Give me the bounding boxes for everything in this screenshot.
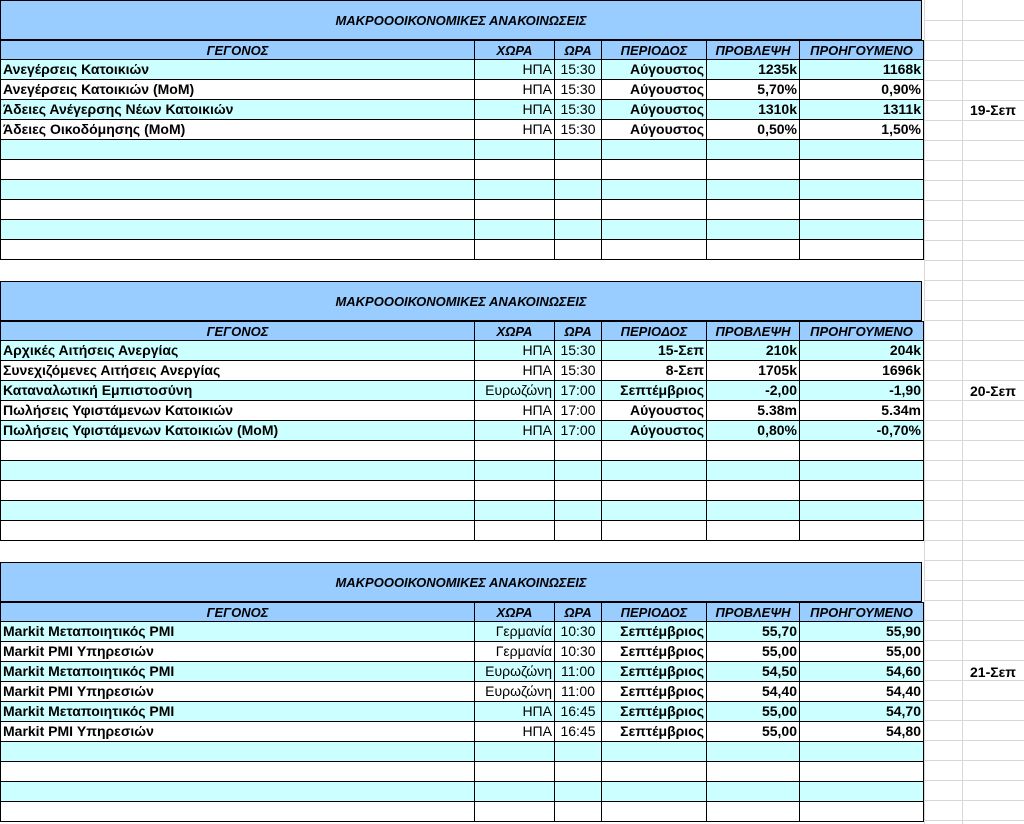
table-cell[interactable] — [0, 521, 475, 541]
table-cell[interactable] — [475, 521, 555, 541]
table-cell[interactable] — [555, 441, 602, 461]
table-cell[interactable] — [707, 521, 800, 541]
table-cell[interactable]: Άδειες Οικοδόμησης (MoM) — [0, 120, 475, 140]
table-cell[interactable] — [0, 461, 475, 481]
gridline — [924, 420, 1024, 421]
block-title: ΜΑΚΡΟΟΟΙΚΟΝΟΜΙΚΕΣ ΑΝΑΚΟΙΝΩΣΕΙΣ — [0, 0, 922, 40]
table-cell[interactable]: 55,70 — [707, 622, 800, 642]
table-cell[interactable]: 17:00 — [555, 381, 602, 401]
table-row — [0, 160, 924, 180]
table-row — [0, 521, 924, 541]
table-cell[interactable]: 54,40 — [707, 682, 800, 702]
table-cell[interactable] — [707, 802, 800, 822]
table-row — [0, 802, 924, 822]
table-row — [0, 642, 924, 662]
table-cell[interactable]: Σεπτέμβριος — [602, 702, 707, 722]
table-row — [0, 762, 924, 782]
table-cell[interactable]: 1311k — [800, 100, 924, 120]
table-cell[interactable]: Γερμανία — [475, 622, 555, 642]
table-row — [0, 782, 924, 802]
table-cell[interactable] — [602, 180, 707, 200]
table-cell[interactable] — [800, 782, 924, 802]
gridline — [924, 560, 1024, 561]
table-row — [0, 401, 924, 421]
column-header[interactable]: ΠΡΟΗΓΟΥΜΕΝΟ — [800, 602, 924, 622]
table-cell[interactable] — [602, 802, 707, 822]
table-row — [0, 501, 924, 521]
column-header[interactable]: ΓΕΓΟΝΟΣ — [0, 602, 475, 622]
table-cell[interactable]: 54,50 — [707, 662, 800, 682]
table-cell[interactable] — [475, 762, 555, 782]
gridline — [924, 80, 1024, 81]
table-cell[interactable]: -0,70% — [800, 421, 924, 441]
table-cell[interactable] — [475, 160, 555, 180]
block-title: ΜΑΚΡΟΟΟΙΚΟΝΟΜΙΚΕΣ ΑΝΑΚΟΙΝΩΣΕΙΣ — [0, 562, 922, 602]
table-cell[interactable] — [0, 220, 475, 240]
table-cell[interactable] — [555, 762, 602, 782]
gridline — [924, 780, 1024, 781]
table-cell[interactable] — [602, 200, 707, 220]
column-header-row — [0, 602, 924, 622]
gridline — [924, 480, 1024, 481]
table-cell[interactable] — [707, 240, 800, 260]
gridline — [924, 260, 1024, 261]
table-cell[interactable]: ΗΠΑ — [475, 60, 555, 80]
column-header[interactable]: ΠΡΟΗΓΟΥΜΕΝΟ — [800, 321, 924, 341]
column-header[interactable]: ΠΕΡΙΟΔΟΣ — [602, 602, 707, 622]
table-cell[interactable] — [0, 762, 475, 782]
table-cell[interactable] — [602, 240, 707, 260]
gridline — [924, 320, 1024, 321]
table-cell[interactable]: 54,70 — [800, 702, 924, 722]
table-row — [0, 662, 924, 682]
table-row — [0, 421, 924, 441]
table-cell[interactable] — [0, 481, 475, 501]
table-row — [0, 682, 924, 702]
table-cell[interactable]: 8-Σεπ — [602, 361, 707, 381]
gridline — [924, 540, 1024, 541]
table-cell[interactable] — [707, 782, 800, 802]
gridline — [924, 740, 1024, 741]
table-row — [0, 381, 924, 401]
table-row — [0, 180, 924, 200]
gridline — [924, 200, 1024, 201]
table-cell[interactable] — [800, 140, 924, 160]
table-cell[interactable]: 11:00 — [555, 662, 602, 682]
gridline — [924, 820, 1024, 821]
table-cell[interactable]: 5.34m — [800, 401, 924, 421]
table-cell[interactable] — [707, 180, 800, 200]
gridline — [924, 620, 1024, 621]
table-cell[interactable]: Markit PMI Υπηρεσιών — [0, 642, 475, 662]
table-cell[interactable] — [707, 501, 800, 521]
table-cell[interactable]: Σεπτέμβριος — [602, 722, 707, 742]
table-cell[interactable] — [800, 220, 924, 240]
table-cell[interactable] — [707, 461, 800, 481]
table-cell[interactable] — [602, 782, 707, 802]
table-cell[interactable] — [800, 180, 924, 200]
date-label[interactable]: 20-Σεπ — [970, 383, 1016, 399]
table-cell[interactable]: 1168k — [800, 60, 924, 80]
table-cell[interactable] — [707, 220, 800, 240]
table-cell[interactable]: Ευρωζώνη — [475, 662, 555, 682]
table-cell[interactable]: 15:30 — [555, 120, 602, 140]
table-row — [0, 100, 924, 120]
table-row — [0, 441, 924, 461]
table-cell[interactable] — [555, 461, 602, 481]
gridline — [924, 760, 1024, 761]
table-cell[interactable]: 17:00 — [555, 401, 602, 421]
table-cell[interactable] — [800, 481, 924, 501]
gridline — [924, 160, 1024, 161]
column-header[interactable]: ΠΕΡΙΟΔΟΣ — [602, 321, 707, 341]
table-row — [0, 200, 924, 220]
table-cell[interactable] — [0, 140, 475, 160]
date-label[interactable]: 19-Σεπ — [970, 102, 1016, 118]
table-cell[interactable] — [475, 180, 555, 200]
date-label[interactable]: 21-Σεπ — [970, 664, 1016, 680]
table-cell[interactable] — [602, 441, 707, 461]
table-cell[interactable] — [555, 501, 602, 521]
table-cell[interactable]: Σεπτέμβριος — [602, 381, 707, 401]
table-cell[interactable]: Πωλήσεις Υφιστάμενων Κατοικιών (MoM) — [0, 421, 475, 441]
table-cell[interactable]: 15:30 — [555, 100, 602, 120]
table-cell[interactable]: 15:30 — [555, 60, 602, 80]
table-cell[interactable]: 16:45 — [555, 722, 602, 742]
gridline — [924, 40, 1024, 41]
gridline — [924, 800, 1024, 801]
table-cell[interactable] — [602, 742, 707, 762]
gridline — [924, 600, 1024, 601]
gridline — [924, 300, 1024, 301]
table-cell[interactable] — [800, 802, 924, 822]
table-cell[interactable] — [555, 140, 602, 160]
table-cell[interactable]: Καταναλωτική Εμπιστοσύνη — [0, 381, 475, 401]
table-cell[interactable] — [707, 762, 800, 782]
table-row — [0, 240, 924, 260]
gridline — [924, 340, 1024, 341]
table-cell[interactable] — [707, 441, 800, 461]
table-cell[interactable] — [475, 200, 555, 220]
table-cell[interactable] — [800, 762, 924, 782]
table-cell[interactable] — [0, 180, 475, 200]
table-cell[interactable] — [475, 140, 555, 160]
table-cell[interactable] — [475, 481, 555, 501]
table-cell[interactable]: 1235k — [707, 60, 800, 80]
table-cell[interactable]: Markit Μεταποιητικός PMI — [0, 662, 475, 682]
table-cell[interactable] — [0, 200, 475, 220]
table-row — [0, 140, 924, 160]
table-cell[interactable]: Άδειες Ανέγερσης Νέων Κατοικιών — [0, 100, 475, 120]
table-cell[interactable] — [475, 501, 555, 521]
table-cell[interactable] — [800, 200, 924, 220]
table-cell[interactable]: Σεπτέμβριος — [602, 642, 707, 662]
table-cell[interactable]: Markit PMI Υπηρεσιών — [0, 722, 475, 742]
table-cell[interactable]: Ανεγέρσεις Κατοικιών (MoM) — [0, 80, 475, 100]
table-cell[interactable]: 5,70% — [707, 80, 800, 100]
column-header[interactable]: ΩΡΑ — [555, 321, 602, 341]
table-row — [0, 120, 924, 140]
column-header[interactable]: ΠΡΟΗΓΟΥΜΕΝΟ — [800, 40, 924, 60]
table-cell[interactable]: 0,50% — [707, 120, 800, 140]
column-header[interactable]: ΓΕΓΟΝΟΣ — [0, 40, 475, 60]
table-cell[interactable] — [555, 240, 602, 260]
table-cell[interactable]: 55,90 — [800, 622, 924, 642]
table-cell[interactable] — [555, 160, 602, 180]
table-cell[interactable]: Ευρωζώνη — [475, 381, 555, 401]
table-cell[interactable]: ΗΠΑ — [475, 80, 555, 100]
table-cell[interactable]: 10:30 — [555, 642, 602, 662]
table-cell[interactable] — [800, 521, 924, 541]
table-cell[interactable] — [0, 802, 475, 822]
table-cell[interactable] — [555, 521, 602, 541]
column-header[interactable]: ΩΡΑ — [555, 602, 602, 622]
table-cell[interactable] — [475, 782, 555, 802]
table-row — [0, 702, 924, 722]
table-cell[interactable]: 15:30 — [555, 341, 602, 361]
table-cell[interactable] — [602, 140, 707, 160]
gridline — [924, 720, 1024, 721]
table-cell[interactable] — [800, 742, 924, 762]
table-cell[interactable]: -2,00 — [707, 381, 800, 401]
gridline — [924, 700, 1024, 701]
table-cell[interactable]: 55,00 — [707, 702, 800, 722]
table-cell[interactable]: Ανεγέρσεις Κατοικιών — [0, 60, 475, 80]
table-cell[interactable]: 1,50% — [800, 120, 924, 140]
table-cell[interactable]: Αύγουστος — [602, 60, 707, 80]
table-cell[interactable] — [800, 441, 924, 461]
table-cell[interactable]: 54,80 — [800, 722, 924, 742]
table-cell[interactable] — [602, 481, 707, 501]
table-cell[interactable]: 54,60 — [800, 662, 924, 682]
column-header[interactable]: ΠΡΟΒΛΕΨΗ — [707, 602, 800, 622]
table-cell[interactable]: Ευρωζώνη — [475, 682, 555, 702]
table-cell[interactable] — [707, 481, 800, 501]
table-cell[interactable] — [475, 441, 555, 461]
table-cell[interactable]: 204k — [800, 341, 924, 361]
column-header[interactable]: ΠΡΟΒΛΕΨΗ — [707, 40, 800, 60]
table-cell[interactable] — [555, 802, 602, 822]
table-cell[interactable] — [555, 200, 602, 220]
gridline — [924, 660, 1024, 661]
table-cell[interactable]: 1705k — [707, 361, 800, 381]
table-cell[interactable] — [555, 220, 602, 240]
table-row — [0, 80, 924, 100]
table-cell[interactable]: ΗΠΑ — [475, 421, 555, 441]
table-cell[interactable] — [475, 240, 555, 260]
table-cell[interactable]: Markit Μεταποιητικός PMI — [0, 702, 475, 722]
table-cell[interactable] — [602, 521, 707, 541]
table-cell[interactable] — [707, 200, 800, 220]
table-cell[interactable]: ΗΠΑ — [475, 401, 555, 421]
table-cell[interactable] — [602, 220, 707, 240]
table-cell[interactable]: Αύγουστος — [602, 100, 707, 120]
column-header-row — [0, 40, 924, 60]
table-cell[interactable] — [707, 160, 800, 180]
table-cell[interactable]: Σεπτέμβριος — [602, 662, 707, 682]
table-row — [0, 341, 924, 361]
table-cell[interactable]: 0,80% — [707, 421, 800, 441]
gridline — [924, 60, 1024, 61]
table-cell[interactable] — [0, 782, 475, 802]
column-header[interactable]: ΩΡΑ — [555, 40, 602, 60]
table-cell[interactable] — [602, 160, 707, 180]
gridline — [924, 520, 1024, 521]
table-row — [0, 622, 924, 642]
gridline — [924, 360, 1024, 361]
table-cell[interactable]: ΗΠΑ — [475, 120, 555, 140]
table-cell[interactable] — [555, 782, 602, 802]
table-cell[interactable]: 55,00 — [707, 642, 800, 662]
table-cell[interactable] — [475, 461, 555, 481]
table-cell[interactable] — [707, 140, 800, 160]
gridline — [924, 140, 1024, 141]
table-cell[interactable]: 16:45 — [555, 702, 602, 722]
table-cell[interactable]: Αρχικές Αιτήσεις Ανεργίας — [0, 341, 475, 361]
table-cell[interactable]: -1,90 — [800, 381, 924, 401]
table-cell[interactable]: Σεπτέμβριος — [602, 622, 707, 642]
gridline — [924, 180, 1024, 181]
table-row — [0, 742, 924, 762]
column-header[interactable]: ΧΩΡΑ — [475, 321, 555, 341]
gridline — [924, 240, 1024, 241]
table-row — [0, 722, 924, 742]
table-row — [0, 220, 924, 240]
gridline — [924, 20, 1024, 21]
table-cell[interactable]: Markit Μεταποιητικός PMI — [0, 622, 475, 642]
table-cell[interactable]: Markit PMI Υπηρεσιών — [0, 682, 475, 702]
table-cell[interactable]: 15:30 — [555, 80, 602, 100]
table-cell[interactable]: Αύγουστος — [602, 80, 707, 100]
table-cell[interactable] — [800, 461, 924, 481]
column-header[interactable]: ΓΕΓΟΝΟΣ — [0, 321, 475, 341]
table-cell[interactable] — [555, 481, 602, 501]
gridline — [924, 120, 1024, 121]
table-cell[interactable] — [0, 501, 475, 521]
table-cell[interactable]: 210k — [707, 341, 800, 361]
table-cell[interactable]: 55,00 — [800, 642, 924, 662]
table-cell[interactable]: Πωλήσεις Υφιστάμενων Κατοικιών — [0, 401, 475, 421]
table-cell[interactable]: 1696k — [800, 361, 924, 381]
table-cell[interactable]: ΗΠΑ — [475, 722, 555, 742]
column-header[interactable]: ΠΕΡΙΟΔΟΣ — [602, 40, 707, 60]
table-cell[interactable]: 0,90% — [800, 80, 924, 100]
table-row — [0, 361, 924, 381]
table-cell[interactable]: Αύγουστος — [602, 421, 707, 441]
gridline — [924, 500, 1024, 501]
table-cell[interactable] — [602, 762, 707, 782]
table-cell[interactable] — [602, 461, 707, 481]
table-cell[interactable]: Σεπτέμβριος — [602, 682, 707, 702]
gridline — [924, 220, 1024, 221]
table-cell[interactable]: Γερμανία — [475, 642, 555, 662]
gridline — [924, 460, 1024, 461]
column-header[interactable]: ΧΩΡΑ — [475, 40, 555, 60]
table-cell[interactable] — [475, 802, 555, 822]
table-cell[interactable]: 5.38m — [707, 401, 800, 421]
table-cell[interactable] — [800, 501, 924, 521]
table-cell[interactable] — [555, 742, 602, 762]
table-cell[interactable] — [0, 441, 475, 461]
gridline — [924, 640, 1024, 641]
gridline — [924, 440, 1024, 441]
table-cell[interactable] — [0, 240, 475, 260]
table-cell[interactable] — [0, 742, 475, 762]
gridline — [924, 580, 1024, 581]
gridline — [924, 280, 1024, 281]
column-header[interactable]: ΠΡΟΒΛΕΨΗ — [707, 321, 800, 341]
table-cell[interactable] — [555, 180, 602, 200]
table-cell[interactable]: Αύγουστος — [602, 401, 707, 421]
table-cell[interactable]: 15:30 — [555, 361, 602, 381]
table-cell[interactable]: 15-Σεπ — [602, 341, 707, 361]
table-cell[interactable]: 55,00 — [707, 722, 800, 742]
table-cell[interactable]: Αύγουστος — [602, 120, 707, 140]
table-cell[interactable] — [707, 742, 800, 762]
table-cell[interactable] — [602, 501, 707, 521]
table-cell[interactable] — [800, 240, 924, 260]
table-cell[interactable]: ΗΠΑ — [475, 361, 555, 381]
table-cell[interactable]: ΗΠΑ — [475, 341, 555, 361]
table-cell[interactable]: 10:30 — [555, 622, 602, 642]
table-row — [0, 481, 924, 501]
table-row — [0, 60, 924, 80]
table-cell[interactable]: Συνεχιζόμενες Αιτήσεις Ανεργίας — [0, 361, 475, 381]
table-cell[interactable]: 54,40 — [800, 682, 924, 702]
block-title: ΜΑΚΡΟΟΟΙΚΟΝΟΜΙΚΕΣ ΑΝΑΚΟΙΝΩΣΕΙΣ — [0, 281, 922, 321]
table-cell[interactable]: ΗΠΑ — [475, 100, 555, 120]
table-cell[interactable]: 11:00 — [555, 682, 602, 702]
table-cell[interactable] — [475, 742, 555, 762]
table-cell[interactable]: 1310k — [707, 100, 800, 120]
table-row — [0, 461, 924, 481]
column-header-row — [0, 321, 924, 341]
table-cell[interactable] — [0, 160, 475, 180]
table-cell[interactable] — [800, 160, 924, 180]
table-cell[interactable]: ΗΠΑ — [475, 702, 555, 722]
column-header[interactable]: ΧΩΡΑ — [475, 602, 555, 622]
table-cell[interactable] — [475, 220, 555, 240]
table-cell[interactable]: 17:00 — [555, 421, 602, 441]
